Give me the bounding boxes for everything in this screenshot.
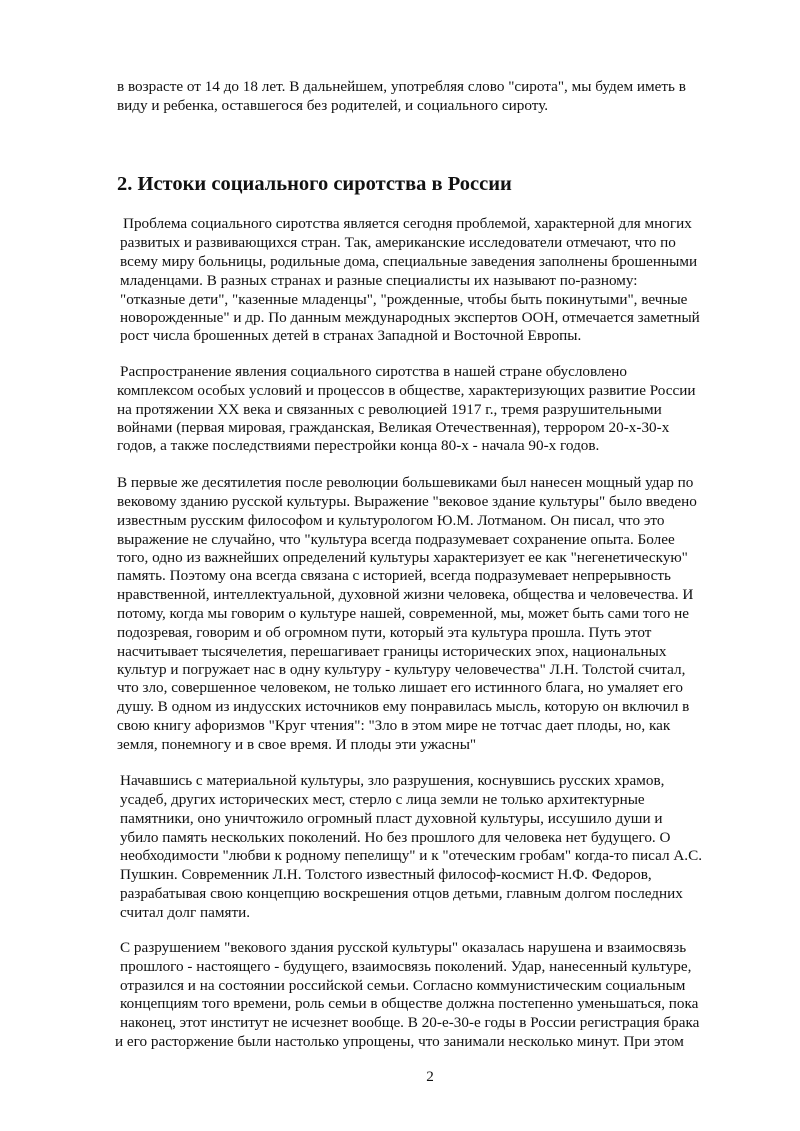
paragraph-line: необходимости "любви к родному пепелищу" и к "отеческим гробам" когда-то писал А.С. [120, 847, 703, 864]
paragraph-line: комплексом особых условий и процессов в обществе, характеризующих развитие России [117, 382, 696, 399]
intro-line: виду и ребенка, оставшегося без родителей, и социального сироту. [117, 97, 549, 114]
paragraph-line: Пушкин. Современник Л.Н. Толстого известный философ-космист Н.Ф. Федоров, [120, 866, 652, 883]
paragraph-line: свою книгу афоризмов "Круг чтения": "Зло в этом мире не тотчас дает плоды, но, как [117, 717, 671, 734]
paragraph-line: культур и погружает нас в одну культуру - культуру человечества" Л.Н. Толстой считал, [117, 661, 686, 678]
paragraph-line: войнами (первая мировая, гражданская, Великая Отечественная), террором 20-х-30-х [117, 419, 670, 436]
paragraph-line: убило память нескольких поколений. Но без прошлого для человека нет будущего. О [120, 829, 671, 846]
paragraph-line: душу. В одном из индусских источников ему понравилась мысль, которую он включил в [117, 698, 690, 715]
paragraph-line: В первые же десятилетия после революции большевиками был нанесен мощный удар по [117, 474, 694, 491]
section-heading: 2. Истоки социального сиротства в России [117, 173, 512, 195]
paragraph-line: на протяжении XX века и связанных с революцией 1917 г., тремя разрушительными [117, 401, 662, 418]
paragraph-line: развитых и развивающихся стран. Так, американские исследователи отмечают, что по [120, 234, 676, 251]
paragraph-line: Начавшись с материальной культуры, зло разрушения, коснувшись русских храмов, [120, 772, 665, 789]
paragraph-line: подозревая, говорим и об огромном пути, который эта культура прошла. Путь этот [117, 624, 652, 641]
paragraph-line: всему миру больницы, родильные дома, специальные заведения заполнены брошенными [120, 253, 698, 270]
paragraph-line: земля, понемногу и в свое время. И плоды эти ужасны" [117, 736, 477, 753]
paragraph-line: насчитывает тысячелетия, перешагивает границы исторических эпох, национальных [117, 643, 667, 660]
paragraph-line: разрабатывая свою концепцию воскрешения отцов детьми, главным долгом последних [120, 885, 683, 902]
paragraph-line: вековому зданию русской культуры. Выражение "вековое здание культуры" было введено [117, 493, 697, 510]
page-number: 2 [426, 1068, 434, 1085]
paragraph-line: что зло, совершенное человеком, не только лишает его истинного блага, но умаляет его [117, 679, 683, 696]
paragraph-line: нравственной, интеллектуальной, духовной жизни человека, общества и человечества. И [117, 586, 694, 603]
paragraph-line: выражение не случайно, что "культура всегда подразумевает сохранение опыта. Более [117, 531, 675, 548]
paragraph-line: годов, а также последствиями перестройки конца 80-х - начала 90-х годов. [117, 437, 600, 454]
paragraph-line: памятники, оно уничтожило огромный пласт духовной культуры, иссушило души и [120, 810, 663, 827]
paragraph-line: "отказные дети", "казенные младенцы", "рожденные, чтобы быть покинутыми", вечные [120, 291, 688, 308]
paragraph-line: прошлого - настоящего - будущего, взаимосвязь поколений. Удар, нанесенный культуре, [120, 958, 692, 975]
intro-line: в возрасте от 14 до 18 лет. В дальнейшем, употребляя слово "сирота", мы будем иметь в [117, 78, 686, 95]
paragraph-line: Проблема социального сиротства является сегодня проблемой, характерной для многих [123, 215, 692, 232]
paragraph-line: концепциям того времени, роль семьи в обществе должна постепенно уменьшаться, пока [120, 995, 699, 1012]
paragraph-line: С разрушением "векового здания русской культуры" оказалась нарушена и взаимосвязь [120, 939, 687, 956]
paragraph-line: считал долг памяти. [120, 904, 251, 921]
paragraph-line: отразился и на состоянии российской семьи. Согласно коммунистическим социальным [120, 977, 686, 994]
paragraph-line: Распространение явления социального сиротства в нашей стране обусловлено [120, 363, 628, 380]
paragraph-line: наконец, этот институт не исчезнет вообще. В 20-е-30-е годы в России регистрация брака [120, 1014, 700, 1031]
paragraph-line: потому, когда мы говорим о культуре нашей, современной, мы, может быть сами того не [117, 605, 690, 622]
paragraph-line: память. Поэтому она всегда связана с историей, всегда подразумевает непрерывность [117, 567, 671, 584]
paragraph-line: усадеб, других исторических мест, стерло с лица земли не только архитектурные [120, 791, 645, 808]
paragraph-line: рост числа брошенных детей в странах Западной и Восточной Европы. [120, 327, 582, 344]
paragraph-line: новорожденные" и др. По данным международных экспертов ООН, отмечается заметный [120, 309, 700, 326]
paragraph-line: младенцами. В разных странах и разные специалисты их называют по-разному: [120, 272, 638, 289]
paragraph-line: известным русским философом и культурологом Ю.М. Лотманом. Он писал, что это [117, 512, 665, 529]
paragraph-line: и его расторжение были настолько упрощены, что занимали несколько минут. При этом [115, 1033, 684, 1050]
paragraph-line: того, одно из важнейших определений культуры характеризует ее как "негенетическую" [117, 549, 688, 566]
